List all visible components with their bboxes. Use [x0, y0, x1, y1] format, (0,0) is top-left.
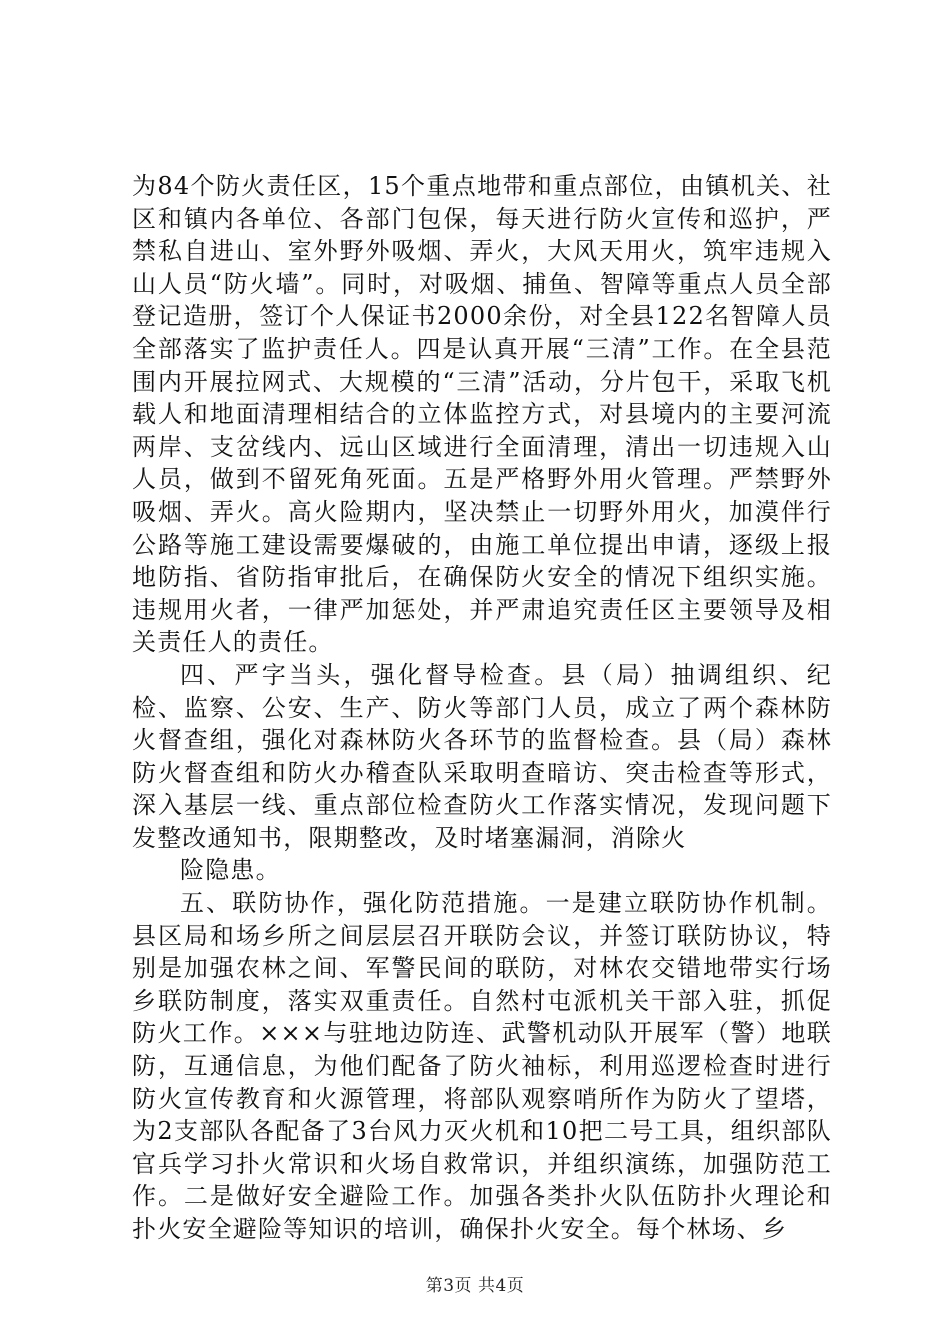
paragraph-continuation: 为84个防火责任区，15个重点地带和重点部位，由镇机关、社区和镇内各单位、各部门包保，每天进行防火宣传和巡护，严禁私自进山、室外野外吸烟、弄火，大风天用火，筑牢违规入山人员“防火墙”。同时，对吸烟、捕鱼、智障等重点人员全部登记造册，签订个人保证书2000余份，对全县122名智障人员全部落实了监护责任人。四是认真开展“三清”工作。在全县范围内开展拉网式、大规模的“三清”活动，分片包干，采取飞机载人和地面清理相结合的立体监控方式，对县境内的主要河流两岸、支岔线内、远山区域进行全面清理，清出一切违规入山人员，做到不留死角死面。五是严格野外用火管理。严禁野外吸烟、弄火。高火险期内，坚决禁止一切野外用火，加漠伴行公路等施工建设需要爆破的，由施工单位提出申请，逐级上报地防指、省防指审批后，在确保防火安全的情况下组织实施。违规用火者，一律严加惩处，并严肃追究责任区主要领导及相关责任人的责任。 — [132, 172, 832, 657]
document-body — [132, 170, 832, 1246]
page-footer: 第3页 共4页 — [425, 1276, 525, 1296]
paragraph-fragment: 险隐患。 — [180, 856, 281, 885]
paragraph-section-five: 五、联防协作，强化防范措施。一是建立联防协作机制。县区局和场乡所之间层层召开联防会议，并签订联防协议，特别是加强农林之间、军警民间的联防，对林农交错地带实行场乡联防制度，落实双重责任。自然村屯派机关干部入驻，抓促防火工作。×××与驻地边防连、武警机动队开展军（警）地联防，互通信息，为他们配备了防火袖标，利用巡逻检查时进行防火宣传教育和火源管理，将部队观察哨所作为防火了望塔，为2支部队各配备了3台风力灭火机和10把二号工具，组织部队官兵学习扑火常识和火场自救常识，并组织演练，加强防范工作。二是做好安全避险工作。加强各类扑火队伍防扑火理论和扑火安全避险等知识的培训，确保扑火安全。每个林场、乡 — [132, 889, 832, 1243]
paragraph-section-four: 四、严字当头，强化督导检查。县（局）抽调组织、纪检、监察、公安、生产、防火等部门人员，成立了两个森林防火督查组，强化对森林防火各环节的监督检查。县（局）森林防火督查组和防火办稽查队采取明查暗访、突击检查等形式，深入基层一线、重点部位检查防火工作落实情况，发现问题下发整改通知书，限期整改，及时堵塞漏洞，消除火 — [132, 660, 832, 852]
